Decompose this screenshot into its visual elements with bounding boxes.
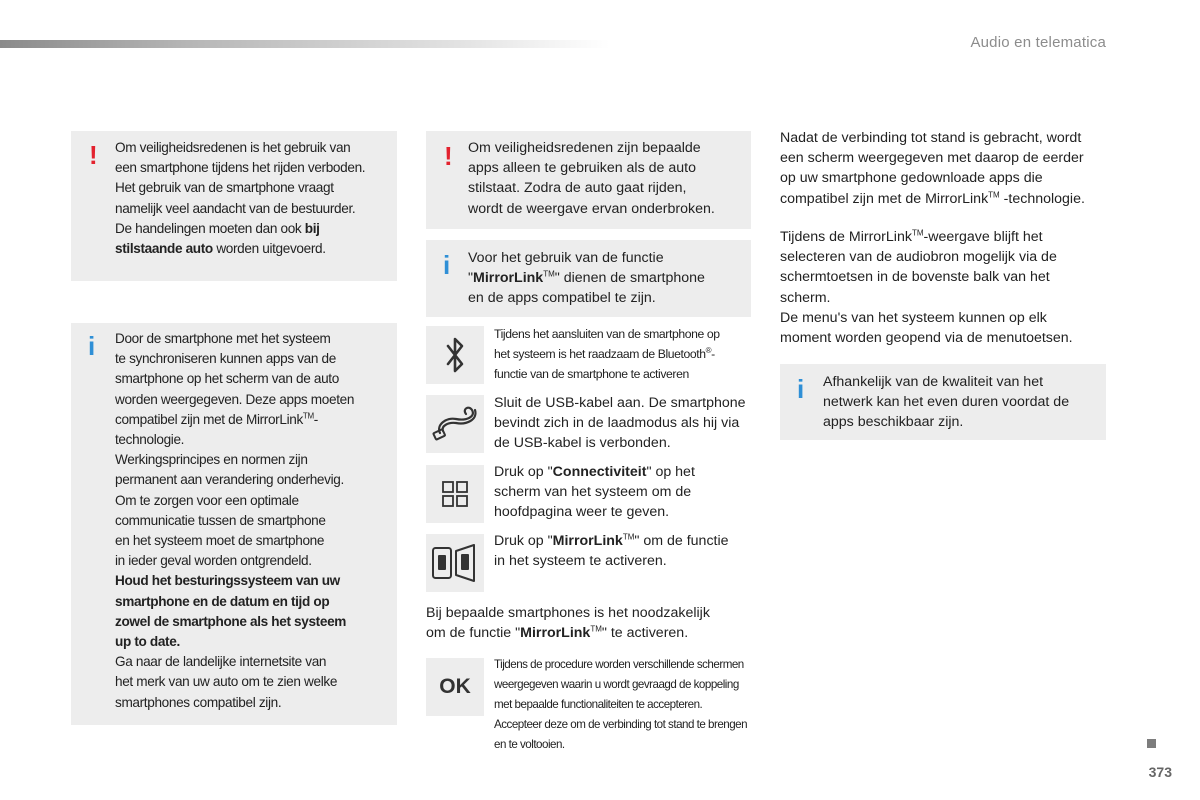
text-line: weergegeven waarin u wordt gevraagd de koppeling: [494, 678, 739, 691]
text-line: namelijk veel aandacht van de bestuurder.: [115, 200, 356, 216]
bold-line: [115, 592, 395, 612]
text-line: moment worden geopend via de menutoetsen.: [780, 330, 1073, 347]
step-text-mirrorlink: [494, 531, 752, 571]
usb-cable-icon: [426, 395, 484, 453]
text-span: ": [468, 270, 474, 287]
text-line: [426, 623, 756, 643]
section-title: Audio en telematica: [970, 34, 1106, 51]
bold-text: Connectiviteit: [552, 464, 647, 480]
text-line: apps alleen te gebruiken als de auto: [468, 160, 696, 177]
text-span: " om de functie: [634, 533, 729, 549]
info-icon: i: [88, 331, 96, 361]
text-span: " te activeren.: [601, 625, 689, 642]
text-line: en het systeem moet de smartphone: [115, 533, 325, 549]
text-span: " dienen de smartphone: [554, 270, 705, 287]
text-line: en te voltooien.: [494, 738, 565, 751]
text-line: [494, 462, 752, 482]
text-span: Druk op ": [494, 464, 553, 480]
text-line: de USB-kabel is verbonden.: [494, 435, 671, 452]
bold-text: MirrorLink: [520, 625, 591, 642]
text-line: [780, 189, 1110, 209]
step-text-bluetooth: [494, 324, 752, 384]
trademark-sup: TM: [622, 532, 635, 542]
text-line: Om veiligheidsredenen is het gebruik van: [115, 140, 351, 155]
trademark-sup: TM: [988, 189, 1000, 199]
text-line: permanent aan verandering onderhevig.: [115, 472, 344, 488]
bold-text: zowel de smartphone als het systeem: [115, 613, 347, 629]
text-line: functie van de smartphone te activeren: [494, 367, 689, 381]
text-line: Door de smartphone met het systeem: [115, 331, 331, 346]
text-line: Tijdens de procedure worden verschillende schermen: [494, 658, 744, 671]
text-line: met bepaalde functionaliteiten te accepteren.: [494, 698, 703, 711]
text-line: De menu's van het systeem kunnen op elk: [780, 309, 1047, 326]
step-text-connectivity: [494, 462, 752, 523]
text-line: een scherm weergegeven met daarop de eerder: [780, 150, 1084, 167]
text-line: Afhankelijk van de kwaliteit van het: [823, 374, 1044, 390]
info-icon: i: [797, 374, 805, 404]
text-line: Sluit de USB-kabel aan. De smartphone: [494, 395, 746, 411]
bold-text: MirrorLink: [473, 270, 544, 287]
text-span: Druk op ": [494, 533, 553, 549]
ok-label: OK: [439, 675, 471, 698]
text-span: -: [313, 411, 318, 427]
info-text-sync: [115, 329, 395, 713]
text-line: [115, 219, 395, 239]
step-text-ok: [494, 655, 756, 755]
text-line: schermtoetsen in de bovenste balk van het: [780, 269, 1050, 286]
text-line: [468, 268, 750, 288]
text-span: -weergave blijft het: [923, 229, 1043, 245]
text-line: hoofdpagina weer te geven.: [494, 504, 670, 521]
bold-text: up to date.: [115, 634, 180, 650]
grid-menu-icon: [426, 465, 484, 523]
text-line: wordt de weergave ervan onderbroken.: [468, 200, 715, 217]
bold-line: [115, 612, 395, 632]
warning-text-apps: [468, 138, 750, 219]
text-line: te synchroniseren kunnen apps van de: [115, 351, 336, 367]
text-line: Ga naar de landelijke internetsite van: [115, 654, 327, 670]
text-span: -: [711, 347, 715, 361]
text-line: Nadat de verbinding tot stand is gebracht, wordt: [780, 130, 1082, 146]
warning-icon: !: [89, 140, 98, 170]
page-number: 373: [1148, 764, 1172, 780]
text-span: Tijdens de MirrorLink: [780, 229, 912, 245]
paragraph-activate: [426, 603, 756, 643]
mirrorlink-icon: [426, 534, 484, 592]
text-span: om de functie ": [426, 625, 521, 642]
info-text-mirrorlink: [468, 248, 750, 309]
trademark-sup: TM: [590, 624, 602, 634]
text-line: stilstaat. Zodra de auto gaat rijden,: [468, 180, 687, 197]
text-line: Werkingsprincipes en normen zijn: [115, 452, 308, 468]
text-line: in het systeem te activeren.: [494, 553, 667, 570]
text-line: Tijdens het aansluiten van de smartphone op: [494, 327, 720, 341]
text-line: bevindt zich in de laadmodus als hij via: [494, 415, 740, 432]
text-span: compatibel zijn met de MirrorLink: [115, 411, 303, 427]
warning-text-phone-use: [115, 138, 395, 259]
registered-sup: ®: [705, 345, 712, 355]
info-text-network: [823, 372, 1105, 433]
bold-line: [115, 632, 395, 652]
text-line: Om veiligheidsredenen zijn bepaalde: [468, 140, 701, 156]
ok-button-icon: [426, 658, 484, 716]
text-line: Bij bepaalde smartphones is het noodzakelijk: [426, 605, 710, 621]
paragraph-connected: [780, 128, 1110, 209]
text-line: een smartphone tijdens het rijden verboden.: [115, 160, 366, 176]
text-line: Accepteer deze om de verbinding tot stand te brengen: [494, 718, 748, 731]
text-span: het systeem is het raadzaam de Bluetooth: [494, 347, 706, 361]
text-line: technologie.: [115, 432, 185, 448]
text-line: selecteren van de audiobron mogelijk via de: [780, 249, 1057, 266]
bold-text: Houd het besturingssysteem van uw: [115, 573, 340, 589]
bold-text: stilstaande auto: [115, 241, 213, 257]
text-line: en de apps compatibel te zijn.: [468, 290, 656, 307]
warning-icon: !: [444, 141, 453, 171]
trademark-sup: TM: [543, 269, 555, 279]
info-icon: i: [443, 250, 451, 280]
text-line: scherm van het systeem om de: [494, 484, 692, 501]
header-bar: [0, 40, 610, 48]
text-line: scherm.: [780, 289, 831, 306]
step-text-usb: [494, 393, 752, 454]
bold-text: MirrorLink: [552, 533, 623, 549]
text-line: Het gebruik van de smartphone vraagt: [115, 180, 334, 196]
bold-text: smartphone en de datum en tijd op: [115, 593, 330, 609]
text-line: [494, 531, 752, 551]
bluetooth-icon: [426, 326, 484, 384]
bold-text: bij: [304, 220, 320, 236]
text-line: op uw smartphone gedownloade apps die: [780, 170, 1043, 187]
text-line: [115, 410, 395, 430]
text-line: [494, 344, 752, 364]
text-line: communicatie tussen de smartphone: [115, 512, 326, 528]
text-line: [115, 239, 395, 259]
text-line: in ieder geval worden ontgrendeld.: [115, 553, 312, 569]
text-line: netwerk kan het even duren voordat de: [823, 394, 1070, 411]
bold-line: [115, 571, 395, 591]
text-line: smartphones compatibel zijn.: [115, 694, 282, 710]
text-line: smartphone op het scherm van de auto: [115, 371, 339, 387]
text-line: Om te zorgen voor een optimale: [115, 492, 299, 508]
text-span: " op het: [646, 464, 695, 480]
trademark-sup: TM: [911, 228, 924, 238]
text-line: Voor het gebruik van de functie: [468, 250, 664, 266]
text-span: -technologie.: [999, 190, 1085, 207]
text-span: De handelingen moeten dan ook: [115, 220, 305, 236]
text-span: worden uitgevoerd.: [212, 241, 326, 257]
paragraph-display: [780, 227, 1110, 348]
trademark-sup: TM: [302, 411, 314, 421]
text-line: het merk van uw auto om te zien welke: [115, 674, 338, 690]
text-line: [780, 227, 1110, 247]
text-span: compatibel zijn met de MirrorLink: [780, 190, 989, 207]
page-marker: [1147, 739, 1156, 748]
text-line: apps beschikbaar zijn.: [823, 414, 964, 431]
text-line: worden weergegeven. Deze apps moeten: [115, 391, 355, 407]
